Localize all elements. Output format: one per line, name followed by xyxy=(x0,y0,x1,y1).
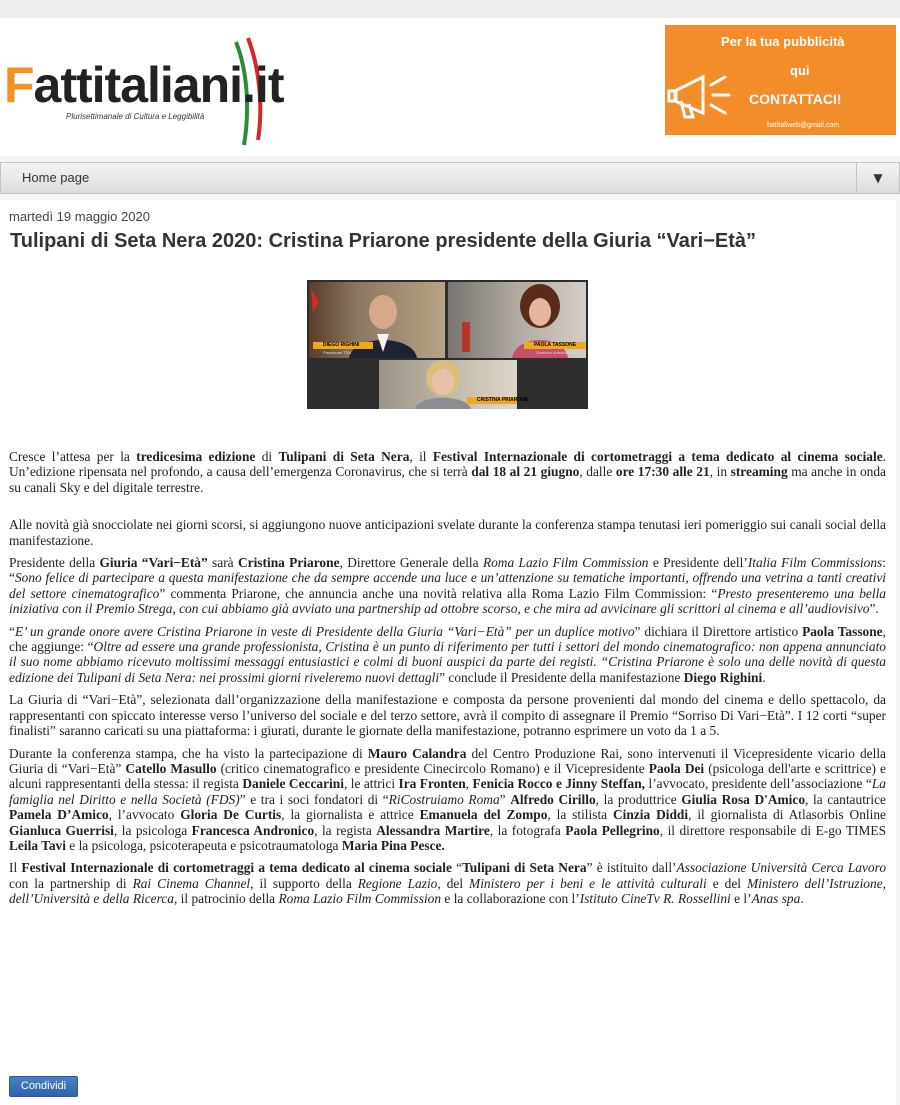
nameplate-diego: DIEGO RIGHINI xyxy=(313,342,373,349)
share-button[interactable]: Condividi xyxy=(9,1076,78,1097)
video-tile-paola xyxy=(448,282,586,358)
site-header xyxy=(0,18,900,156)
logo-tagline: Plurisettimanale di Cultura e Leggibilità xyxy=(66,112,205,121)
logo-wordmark: Fattitaliani.it xyxy=(4,57,284,113)
paragraph-intro: Cresce l’attesa per la tredicesima edizione di Tulipani di Seta Nera, il Festival Internazionale di cortometraggi a tema dedicato al cinema sociale. Un’edizione ripensata nel profondo, a causa dell’emergenza Coronavirus, che si terrà dal 18 al 21 giugno, dalle ore 17:30 alle 21, in streaming ma anche in onda su canali Sky e del digitale terrestre. xyxy=(9,449,887,495)
nav-menu xyxy=(0,162,900,194)
top-bar xyxy=(0,0,900,18)
role-paola: Direttrice Artistica TSN xyxy=(536,350,577,355)
nav-home-link[interactable]: Home page xyxy=(22,170,90,185)
role-cristina: Pres. Giuria Vari-Età xyxy=(477,404,514,409)
blog-post xyxy=(0,200,896,1105)
megaphone-icon xyxy=(667,71,733,121)
post-title[interactable]: Tulipani di Seta Nera 2020: Cristina Priarone presidente della Giuria “Vari−Età” xyxy=(10,230,757,252)
post-body xyxy=(9,449,886,914)
video-tile-cristina xyxy=(379,360,529,409)
ad-banner[interactable] xyxy=(665,25,896,135)
video-tile-diego xyxy=(309,282,445,358)
role-diego: Presidente TSN xyxy=(323,350,352,355)
ad-contact-cta[interactable]: CONTATTACI! xyxy=(749,91,842,107)
post-date: martedì 19 maggio 2020 xyxy=(9,209,150,224)
paragraph-jury: La Giuria di “Vari−Età”, selezionata dall’organizzazione della manifestazione e composta da persone provenienti dal mondo del cinema e dello spettacolo, da rappresentanti con spiccato interesse verso l’universo del sociale e del terzo settore, avrà il compito di assegnare il Premio “Sorriso Di Vari−Età”. I 12 corti “super finalisti” saranno caricati su una piattaforma: i giurati, durante le giornate della manifestazione, potranno esprimere un voto da 1 a 5. xyxy=(9,692,886,739)
ad-line-2: qui xyxy=(790,63,810,78)
nav-dropdown-icon[interactable]: ▼ xyxy=(856,163,899,193)
post-image[interactable] xyxy=(307,280,588,409)
paragraph-festival: Il Festival Internazionale di cortometraggi a tema dedicato al cinema sociale “Tulipani di Seta Nera” è istituito dall’Associazione Università Cerca Lavoro con la partnership di Rai Cinema Channel, il supporto della Regione Lazio, del Ministero per i beni e le attività culturali e del Ministero dell’Istruzione, dell’Università e della Ricerca, il patrocinio della Roma Lazio Film Commission e la collaborazione con l’Istituto CineTv R. Rossellini e l’Anas spa. xyxy=(9,860,887,907)
paragraph-quote: “E’ un grande onore avere Cristina Priarone in veste di Presidente della Giuria “Vari−Età” per un duplice motivo” dichiara il Direttore artistico Paola Tassone, che aggiunge: “Oltre ad essere una grande professionista, Cristina è un punto di riferimento per tutti i settori del mondo cinematografico: non appena annunciato il suo nome abbiamo ricevuto moltissimi messaggi entusiastici e colmi di buoni auspici da parte dei registi. “Cristina Priarone è solo una delle novità di questa edizione dei Tulipani di Seta Nera: nei prossimi giorni riveleremo nuovi dettagli” conclude il Presidente della manifestazione Diego Righini. xyxy=(9,623,886,685)
paragraph-news: Alle novità già snocciolate nei giorni scorsi, si aggiungono nuove anticipazioni svelate durante la conferenza stampa tenutasi ieri pomeriggio sui canali social della manifestazione. xyxy=(9,517,886,548)
ad-line-1: Per la tua pubblicità xyxy=(721,34,845,49)
navigation-bar xyxy=(0,156,900,200)
site-logo[interactable] xyxy=(4,30,314,145)
paragraph-conference: Durante la conferenza stampa, che ha visto la partecipazione di Mauro Calandra del Centro Produzione Rai, sono intervenuti il Vicepresidente vicario della Giuria di “Vari−Età” Catello Masullo (critico cinematografico e presidente Cinecircolo Romano) e il Vicepresidente Paola Dei (psicologa dell'arte e scrittrice) e alcuni rappresentanti della stessa: il regista Daniele Ceccarini, le attrici Ira Fronten, Fenicia Rocco e Jinny Steffan, l’avvocato, presidente dell’associazione “La famiglia nel Diritto e nella Società (FDS)” e tra i soci fondatori di “RiCostruiamo Roma” Alfredo Cirillo, la produttrice Giulia Rosa D'Amico, la cantautrice Pamela D’Amico, l’avvocato Gloria De Curtis, la giornalista e attrice Emanuela del Zompo, la stilista Cinzia Diddi, il giornalista di Atlasorbis Online Gianluca Guerrisi, la psicologa Francesca Andronico, la regista Alessandra Martire, la fotografa Paola Pellegrino, il direttore responsabile di E-go TIMES Leila Tavi e la psicologa, psicoterapeuta e psicotraumatologa Maria Pina Pesce. xyxy=(9,745,887,853)
paragraph-president: Presidente della Giuria “Vari−Età” sarà Cristina Priarone, Direttore Generale della Roma Lazio Film Commission e Presidente dell’Italia Film Commissions: “Sono felice di partecipare a questa manifestazione che da sempre accende una luce e un’attenzione su tematiche importanti, offrendo una vetrina a tanti creativi del settore cinematografico” commenta Priarone, che annuncia anche una novità relativa alla Roma Lazio Film Commission: “Presto presenteremo una bella iniziativa con il Premio Strega, con cui abbiamo già avviato una partnership ad ottobre scorso, e che mira ad avvicinare gli scrittori al cinema e all’audiovisivo”. xyxy=(9,555,886,617)
nameplate-cristina: CRISTINA PRIARONE xyxy=(467,397,517,404)
nameplate-paola: PAOLA TASSONE xyxy=(524,342,586,349)
ad-email[interactable]: fattitaliweb@gmail.com xyxy=(767,122,840,129)
